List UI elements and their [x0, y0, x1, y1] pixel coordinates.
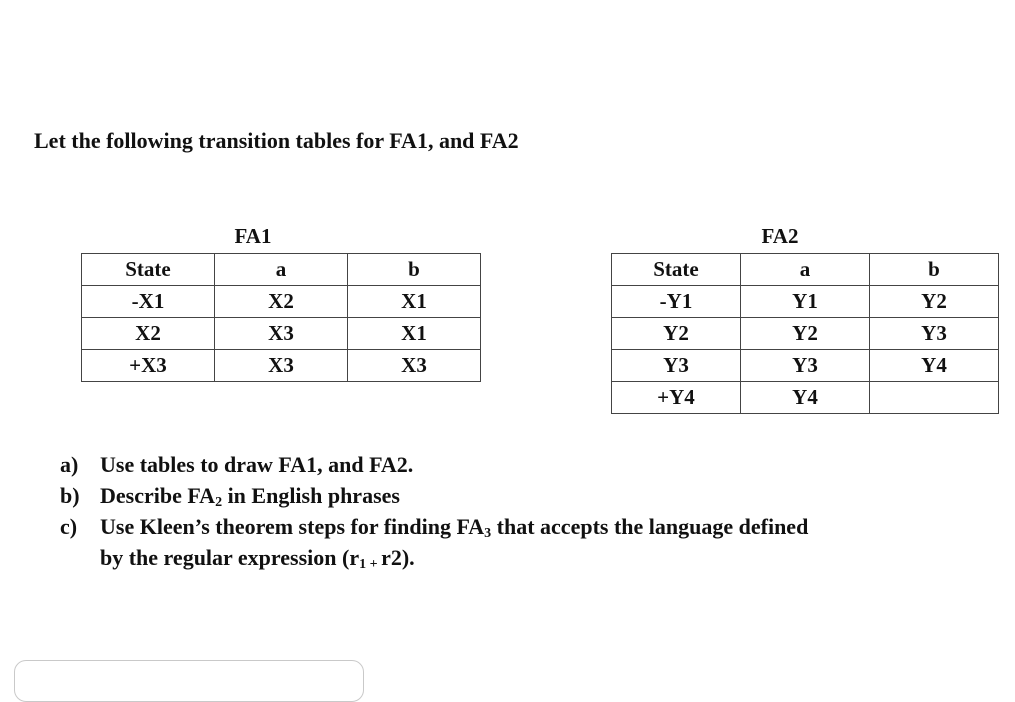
table-cell: X3	[348, 350, 481, 382]
table-cell: Y2	[612, 318, 741, 350]
question-text	[100, 511, 808, 542]
table-cell: X1	[348, 318, 481, 350]
fa1-transition-table	[81, 253, 481, 382]
table-row	[82, 350, 481, 382]
table-cell: -Y1	[612, 286, 741, 318]
table-cell: Y2	[870, 286, 999, 318]
question-text	[100, 542, 415, 573]
question-a	[60, 449, 808, 480]
table-cell	[870, 382, 999, 414]
table-row	[82, 318, 481, 350]
table-cell: Y3	[870, 318, 999, 350]
table-cell: X3	[215, 350, 348, 382]
table-header-row	[612, 254, 999, 286]
header-cell: b	[870, 254, 999, 286]
table-cell: X1	[348, 286, 481, 318]
question-text	[100, 480, 400, 511]
fa2-title: FA2	[761, 224, 799, 248]
table-cell: X2	[82, 318, 215, 350]
question-c-continuation	[60, 542, 808, 573]
table-cell: Y1	[741, 286, 870, 318]
table-cell: +X3	[82, 350, 215, 382]
text-segment: r2).	[381, 545, 415, 570]
table-cell: X3	[215, 318, 348, 350]
question-letter: a)	[60, 452, 79, 477]
table-row	[612, 318, 999, 350]
table-cell: Y3	[612, 350, 741, 382]
table-header-row	[82, 254, 481, 286]
table-row	[612, 286, 999, 318]
table-cell: +Y4	[612, 382, 741, 414]
question-text: Use tables to draw FA1, and FA2.	[100, 452, 414, 477]
question-letter: c)	[60, 514, 78, 539]
table-row	[612, 382, 999, 414]
answer-box[interactable]	[14, 660, 364, 702]
text-segment: that accepts the language defined	[491, 514, 809, 539]
question-b	[60, 480, 808, 511]
question-letter: b)	[60, 483, 80, 508]
subscript: 1 +	[359, 557, 382, 572]
table-cell: Y2	[741, 318, 870, 350]
table-row	[82, 286, 481, 318]
table-cell: Y4	[741, 382, 870, 414]
fa2-transition-table	[611, 253, 999, 414]
header-cell: State	[612, 254, 741, 286]
table-row	[612, 350, 999, 382]
header-cell: a	[215, 254, 348, 286]
header-cell: b	[348, 254, 481, 286]
table-cell: Y4	[870, 350, 999, 382]
text-segment: in English phrases	[222, 483, 400, 508]
text-segment: Describe FA	[100, 483, 216, 508]
question-list	[60, 449, 808, 573]
question-c	[60, 511, 808, 542]
table-cell: X2	[215, 286, 348, 318]
text-segment: Use Kleen’s theorem steps for finding FA	[100, 514, 485, 539]
header-cell: State	[82, 254, 215, 286]
text-segment: by the regular expression (r	[100, 545, 360, 570]
subscript: 2	[215, 495, 223, 510]
intro-text: Let the following transition tables for FA1, and FA2	[34, 128, 519, 153]
subscript: 3	[484, 526, 492, 541]
header-cell: a	[741, 254, 870, 286]
table-cell: -X1	[82, 286, 215, 318]
fa1-title: FA1	[234, 224, 272, 248]
table-cell: Y3	[741, 350, 870, 382]
